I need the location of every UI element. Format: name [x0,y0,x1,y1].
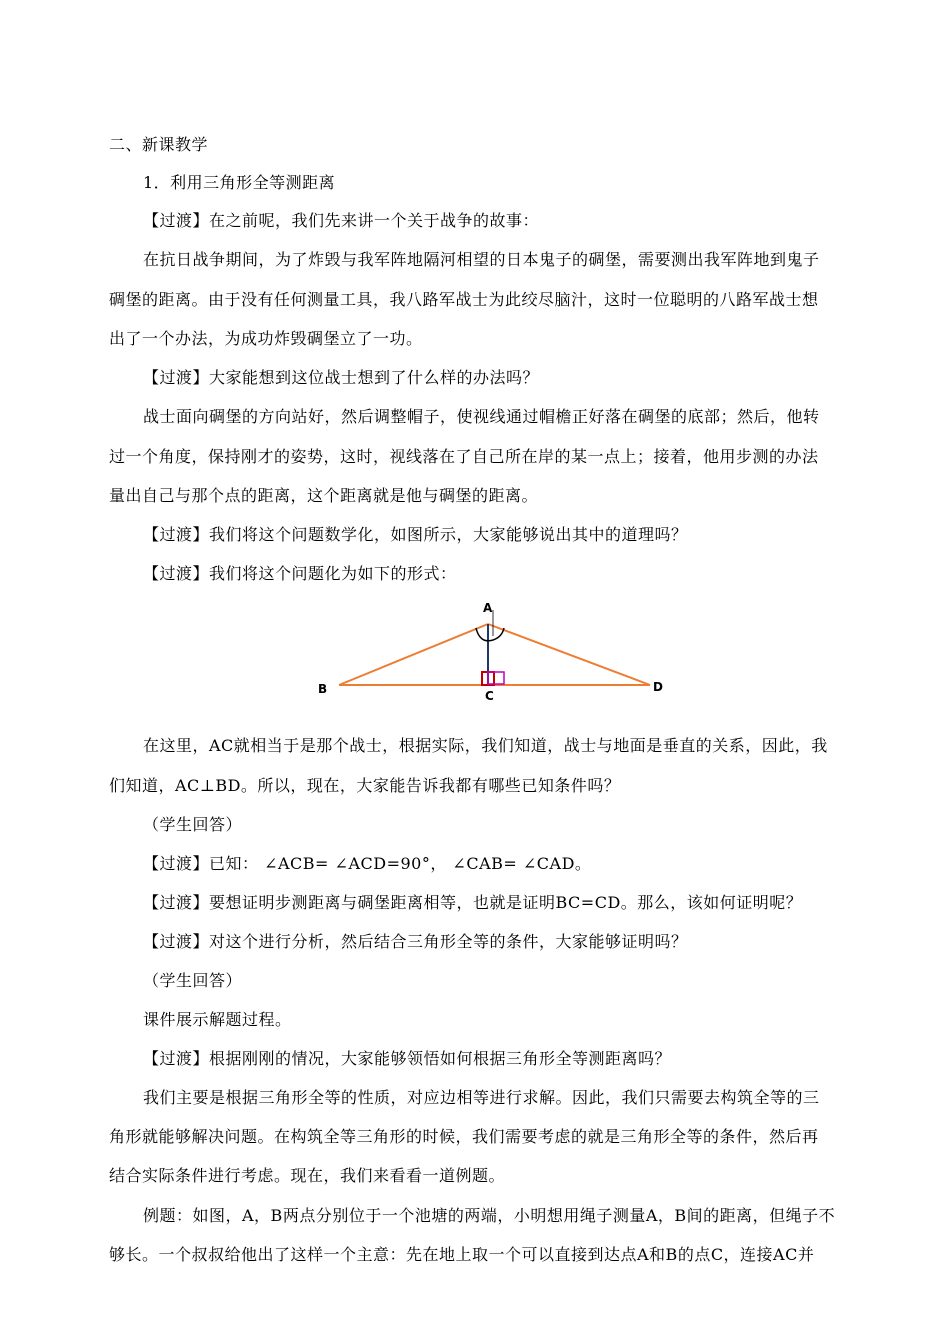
label-c: C [485,689,494,703]
example-paragraph-line: 例题：如图，A，B两点分别位于一个池塘的两端，小明想用绳子测量A，B间的距离，但绳子不 [143,1206,836,1225]
story-paragraph-line: 碉堡的距离。由于没有任何测量工具，我八路军战士为此绞尽脑汁，这时一位聪明的八路军战士想 [109,290,819,309]
summary-paragraph-line: 我们主要是根据三角形全等的性质，对应边相等进行求解。因此，我们只需要去构筑全等的三 [143,1088,820,1107]
section-heading: 二、新课教学 [109,135,209,154]
transition-paragraph: 【过渡】要想证明步测距离与碉堡距离相等，也就是证明BC=CD。那么，该如何证明呢？ [143,893,803,912]
label-d: D [653,680,663,694]
explanation-paragraph-line: 在这里，AC就相当于是那个战士，根据实际，我们知道，战士与地面是垂直的关系，因此，我 [143,736,828,755]
triangle-figure [310,596,680,706]
known-conditions: 【过渡】已知： ∠ACB= ∠ACD=90°， ∠CAB= ∠CAD。 [143,854,592,873]
transition-paragraph: 【过渡】对这个进行分析，然后结合三角形全等的条件，大家能够证明吗？ [143,932,688,951]
student-answer-note: （学生回答） [143,971,243,990]
transition-paragraph: 【过渡】我们将这个问题化为如下的形式： [143,564,457,583]
label-b: B [318,682,328,696]
example-paragraph-line: 够长。一个叔叔给他出了这样一个主意：先在地上取一个可以直接到达点A和B的点C，连接AC并 [109,1245,815,1264]
transition-paragraph: 【过渡】在之前呢，我们先来讲一个关于战争的故事： [143,211,540,230]
transition-paragraph: 【过渡】根据刚刚的情况，大家能够领悟如何根据三角形全等测距离吗？ [143,1049,672,1068]
label-a: A [483,601,493,615]
explanation-paragraph-line: 们知道，AC⊥BD。所以，现在，大家能告诉我都有哪些已知条件吗？ [109,776,621,795]
method-paragraph-line: 过一个角度，保持刚才的姿势，这时，视线落在了自己所在岸的某一点上；接着，他用步测的办法 [109,447,819,466]
summary-paragraph-line: 角形就能够解决问题。在构筑全等三角形的时候，我们需要考虑的就是三角形全等的条件，然后再 [109,1127,819,1146]
side-ad [488,624,650,685]
method-paragraph-line: 战士面向碉堡的方向站好，然后调整帽子，使视线通过帽檐正好落在碉堡的底部；然后，他转 [143,407,820,426]
angle-arc [476,628,504,641]
summary-paragraph-line: 结合实际条件进行考虑。现在，我们来看看一道例题。 [109,1166,506,1185]
story-paragraph-line: 出了一个办法，为成功炸毁碉堡立了一功。 [109,329,423,348]
story-paragraph-line: 在抗日战争期间，为了炸毁与我军阵地隔河相望的日本鬼子的碉堡，需要测出我军阵地到鬼子 [143,250,820,269]
student-answer-note: （学生回答） [143,815,243,834]
right-angle-mark-right [488,672,504,684]
courseware-note: 课件展示解题过程。 [143,1010,292,1029]
method-paragraph-line: 量出自己与那个点的距离，这个距离就是他与碉堡的距离。 [109,486,539,505]
subsection-heading: 1．利用三角形全等测距离 [143,173,336,192]
transition-paragraph: 【过渡】我们将这个问题数学化，如图所示，大家能够说出其中的道理吗？ [143,525,688,544]
transition-paragraph: 【过渡】大家能想到这位战士想到了什么样的办法吗？ [143,368,540,387]
side-ab [339,624,488,685]
triangle-diagram [310,596,680,706]
